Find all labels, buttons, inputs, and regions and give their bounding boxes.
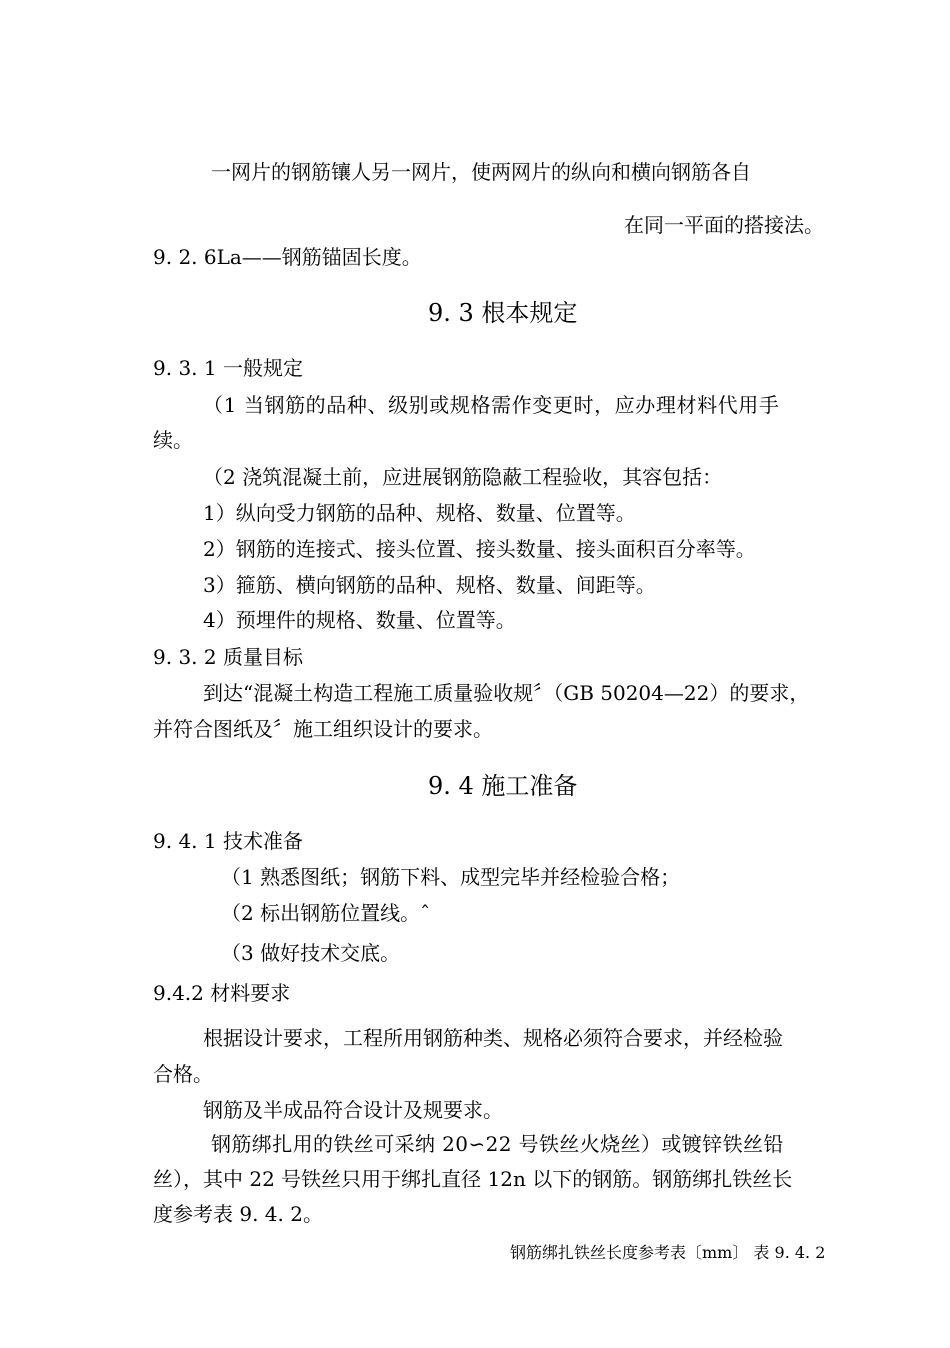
section-heading: 9. 3 根本规定	[428, 299, 578, 327]
paragraph-line: 度参考表 9. 4. 2。	[153, 1202, 323, 1226]
paragraph-line: （1 当钢筋的品种、级别或规格需作变更时，应办理材料代用手	[203, 393, 780, 417]
subsection-heading: 9. 3. 2 质量目标	[153, 645, 303, 669]
definition-line: 9. 2. 6La——钢筋锚固长度。	[153, 245, 422, 269]
paragraph-line: 并符合图纸及〞施工组织设计的要求。	[153, 717, 493, 741]
list-item: 4）预埋件的规格、数量、位置等。	[203, 608, 516, 632]
table-caption: 钢筋绑扎铁丝长度参考表〔mm〕 表 9. 4. 2	[510, 1243, 826, 1262]
subsection-heading: 9. 3. 1 一般规定	[153, 356, 303, 380]
list-item: 1）纵向受力钢筋的品种、规格、数量、位置等。	[203, 501, 636, 525]
paragraph-line: （3 做好技术交底。	[221, 941, 401, 965]
paragraph-line: 到达“混凝土构造工程施工质量验收规〞（GB 50204—22）的要求，	[203, 681, 810, 705]
list-item: 2）钢筋的连接式、接头位置、接头数量、接头面积百分率等。	[203, 537, 756, 561]
paragraph-line: 合格。	[153, 1062, 213, 1086]
subsection-heading: 9. 4. 1 技术准备	[153, 829, 303, 853]
section-heading: 9. 4 施工准备	[428, 772, 578, 800]
paragraph-line: 钢筋绑扎用的铁丝可采纳 20∽22 号铁丝火烧丝）或镀锌铁丝铅	[211, 1132, 784, 1156]
paragraph-line: 丝），其中 22 号铁丝只用于绑扎直径 12n 以下的钢筋。钢筋绑扎铁丝长	[153, 1167, 793, 1191]
subsection-heading: 9.4.2 材料要求	[153, 981, 291, 1005]
paragraph-line: 钢筋及半成品符合设计及规要求。	[203, 1098, 503, 1122]
list-item: 3）箍筋、横向钢筋的品种、规格、数量、间距等。	[203, 573, 656, 597]
paragraph-line: （1 熟悉图纸；钢筋下料、成型完毕并经检验合格；	[221, 865, 681, 889]
paragraph-line: （2 浇筑混凝土前，应进展钢筋隐蔽工程验收，其容包括：	[203, 465, 723, 489]
paragraph-line: 在同一平面的搭接法。	[624, 213, 824, 237]
paragraph-line: 续。	[153, 428, 193, 452]
paragraph-line: （2 标出钢筋位置线。ˆ	[221, 901, 431, 925]
paragraph-line: 一网片的钢筋镶人另一网片，使两网片的纵向和横向钢筋各自	[211, 160, 751, 184]
paragraph-line: 根据设计要求，工程所用钢筋种类、规格必须符合要求，并经检验	[203, 1026, 783, 1050]
